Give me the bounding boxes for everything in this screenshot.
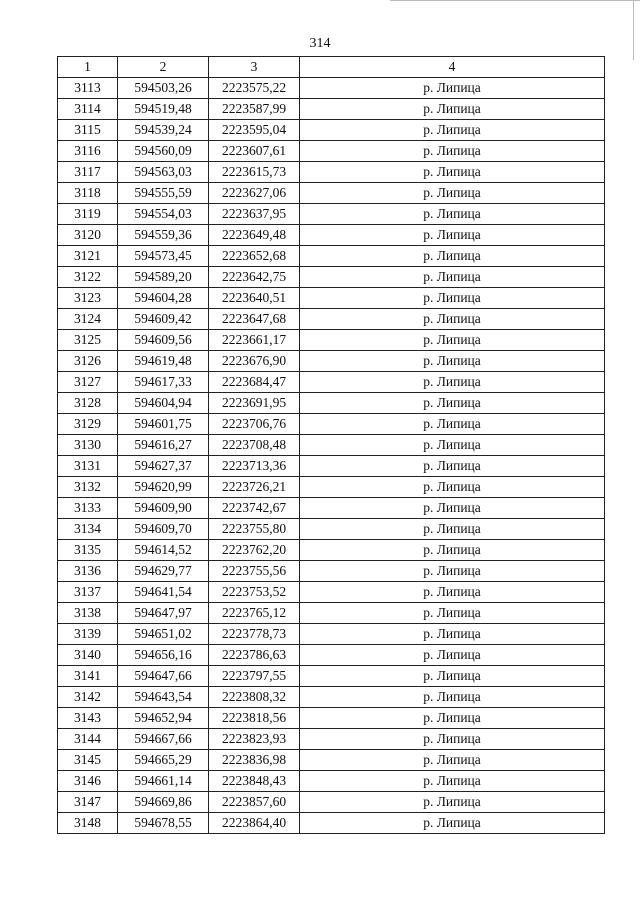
x-coordinate-cell: 594617,33: [118, 372, 209, 393]
y-coordinate-cell: 2223848,43: [209, 771, 300, 792]
point-number-cell: 3122: [58, 267, 118, 288]
description-cell: р. Липица: [300, 708, 605, 729]
y-coordinate-cell: 2223647,68: [209, 309, 300, 330]
y-coordinate-cell: 2223726,21: [209, 477, 300, 498]
table-row: [58, 813, 605, 834]
y-coordinate-cell: 2223691,95: [209, 393, 300, 414]
description-cell: р. Липица: [300, 687, 605, 708]
y-coordinate-cell: 2223818,56: [209, 708, 300, 729]
point-number-cell: 3116: [58, 141, 118, 162]
point-number-cell: 3119: [58, 204, 118, 225]
description-cell: р. Липица: [300, 204, 605, 225]
description-cell: р. Липица: [300, 498, 605, 519]
description-cell: р. Липица: [300, 246, 605, 267]
description-cell: р. Липица: [300, 540, 605, 561]
x-coordinate-cell: 594609,56: [118, 330, 209, 351]
point-number-cell: 3127: [58, 372, 118, 393]
y-coordinate-cell: 2223649,48: [209, 225, 300, 246]
point-number-cell: 3114: [58, 99, 118, 120]
y-coordinate-cell: 2223762,20: [209, 540, 300, 561]
y-coordinate-cell: 2223706,76: [209, 414, 300, 435]
description-cell: р. Липица: [300, 225, 605, 246]
x-coordinate-cell: 594503,26: [118, 78, 209, 99]
y-coordinate-cell: 2223684,47: [209, 372, 300, 393]
x-coordinate-cell: 594560,09: [118, 141, 209, 162]
description-cell: р. Липица: [300, 267, 605, 288]
description-cell: р. Липица: [300, 141, 605, 162]
x-coordinate-cell: 594619,48: [118, 351, 209, 372]
x-coordinate-cell: 594609,70: [118, 519, 209, 540]
table-row: [58, 624, 605, 645]
y-coordinate-cell: 2223652,68: [209, 246, 300, 267]
description-cell: р. Липица: [300, 792, 605, 813]
table-row: [58, 393, 605, 414]
x-coordinate-cell: 594620,99: [118, 477, 209, 498]
table-row: [58, 708, 605, 729]
x-coordinate-cell: 594573,45: [118, 246, 209, 267]
description-cell: р. Липица: [300, 99, 605, 120]
description-cell: р. Липица: [300, 771, 605, 792]
y-coordinate-cell: 2223753,52: [209, 582, 300, 603]
y-coordinate-cell: 2223755,80: [209, 519, 300, 540]
y-coordinate-cell: 2223595,04: [209, 120, 300, 141]
table-row: [58, 183, 605, 204]
description-cell: р. Липица: [300, 813, 605, 834]
table-row: [58, 78, 605, 99]
description-cell: р. Липица: [300, 582, 605, 603]
x-coordinate-cell: 594678,55: [118, 813, 209, 834]
point-number-cell: 3132: [58, 477, 118, 498]
point-number-cell: 3141: [58, 666, 118, 687]
table-row: [58, 267, 605, 288]
x-coordinate-cell: 594559,36: [118, 225, 209, 246]
description-cell: р. Липица: [300, 183, 605, 204]
description-cell: р. Липица: [300, 330, 605, 351]
column-header-1: 1: [58, 57, 118, 78]
y-coordinate-cell: 2223640,51: [209, 288, 300, 309]
point-number-cell: 3148: [58, 813, 118, 834]
point-number-cell: 3140: [58, 645, 118, 666]
description-cell: р. Липица: [300, 162, 605, 183]
point-number-cell: 3125: [58, 330, 118, 351]
y-coordinate-cell: 2223864,40: [209, 813, 300, 834]
description-cell: р. Липица: [300, 351, 605, 372]
y-coordinate-cell: 2223708,48: [209, 435, 300, 456]
table-row: [58, 666, 605, 687]
x-coordinate-cell: 594589,20: [118, 267, 209, 288]
point-number-cell: 3118: [58, 183, 118, 204]
description-cell: р. Липица: [300, 645, 605, 666]
x-coordinate-cell: 594604,28: [118, 288, 209, 309]
table-row: [58, 372, 605, 393]
point-number-cell: 3136: [58, 561, 118, 582]
y-coordinate-cell: 2223676,90: [209, 351, 300, 372]
table-body: [58, 78, 605, 834]
point-number-cell: 3121: [58, 246, 118, 267]
description-cell: р. Липица: [300, 750, 605, 771]
point-number-cell: 3147: [58, 792, 118, 813]
y-coordinate-cell: 2223713,36: [209, 456, 300, 477]
description-cell: р. Липица: [300, 78, 605, 99]
point-number-cell: 3139: [58, 624, 118, 645]
description-cell: р. Липица: [300, 666, 605, 687]
y-coordinate-cell: 2223587,99: [209, 99, 300, 120]
table-row: [58, 771, 605, 792]
table-row: [58, 246, 605, 267]
x-coordinate-cell: 594651,02: [118, 624, 209, 645]
table-row: [58, 330, 605, 351]
point-number-cell: 3137: [58, 582, 118, 603]
description-cell: р. Липица: [300, 729, 605, 750]
description-cell: р. Липица: [300, 519, 605, 540]
description-cell: р. Липица: [300, 309, 605, 330]
table-row: [58, 519, 605, 540]
y-coordinate-cell: 2223857,60: [209, 792, 300, 813]
y-coordinate-cell: 2223607,61: [209, 141, 300, 162]
point-number-cell: 3144: [58, 729, 118, 750]
column-header-4: 4: [300, 57, 605, 78]
point-number-cell: 3142: [58, 687, 118, 708]
table-row: [58, 498, 605, 519]
x-coordinate-cell: 594656,16: [118, 645, 209, 666]
y-coordinate-cell: 2223786,63: [209, 645, 300, 666]
point-number-cell: 3123: [58, 288, 118, 309]
description-cell: р. Липица: [300, 624, 605, 645]
point-number-cell: 3120: [58, 225, 118, 246]
x-coordinate-cell: 594652,94: [118, 708, 209, 729]
table-row: [58, 204, 605, 225]
table-row: [58, 141, 605, 162]
point-number-cell: 3129: [58, 414, 118, 435]
table-row: [58, 351, 605, 372]
x-coordinate-cell: 594609,90: [118, 498, 209, 519]
y-coordinate-cell: 2223823,93: [209, 729, 300, 750]
y-coordinate-cell: 2223642,75: [209, 267, 300, 288]
point-number-cell: 3143: [58, 708, 118, 729]
table-row: [58, 288, 605, 309]
x-coordinate-cell: 594563,03: [118, 162, 209, 183]
table-row: [58, 162, 605, 183]
y-coordinate-cell: 2223575,22: [209, 78, 300, 99]
x-coordinate-cell: 594627,37: [118, 456, 209, 477]
scan-edge-mark-top: [390, 0, 640, 1]
y-coordinate-cell: 2223765,12: [209, 603, 300, 624]
coordinates-table: [57, 56, 605, 834]
table-row: [58, 120, 605, 141]
x-coordinate-cell: 594629,77: [118, 561, 209, 582]
y-coordinate-cell: 2223778,73: [209, 624, 300, 645]
x-coordinate-cell: 594665,29: [118, 750, 209, 771]
page-number: 314: [309, 36, 331, 51]
column-header-3: 3: [209, 57, 300, 78]
table-row: [58, 603, 605, 624]
table-row: [58, 687, 605, 708]
point-number-cell: 3130: [58, 435, 118, 456]
table-row: [58, 309, 605, 330]
point-number-cell: 3145: [58, 750, 118, 771]
point-number-cell: 3113: [58, 78, 118, 99]
y-coordinate-cell: 2223661,17: [209, 330, 300, 351]
table-row: [58, 456, 605, 477]
x-coordinate-cell: 594643,54: [118, 687, 209, 708]
description-cell: р. Липица: [300, 477, 605, 498]
y-coordinate-cell: 2223637,95: [209, 204, 300, 225]
point-number-cell: 3131: [58, 456, 118, 477]
x-coordinate-cell: 594661,14: [118, 771, 209, 792]
x-coordinate-cell: 594519,48: [118, 99, 209, 120]
description-cell: р. Липица: [300, 372, 605, 393]
description-cell: р. Липица: [300, 435, 605, 456]
y-coordinate-cell: 2223836,98: [209, 750, 300, 771]
table-row: [58, 750, 605, 771]
x-coordinate-cell: 594539,24: [118, 120, 209, 141]
y-coordinate-cell: 2223797,55: [209, 666, 300, 687]
description-cell: р. Липица: [300, 393, 605, 414]
point-number-cell: 3138: [58, 603, 118, 624]
y-coordinate-cell: 2223615,73: [209, 162, 300, 183]
table-row: [58, 561, 605, 582]
table-row: [58, 99, 605, 120]
x-coordinate-cell: 594647,97: [118, 603, 209, 624]
x-coordinate-cell: 594641,54: [118, 582, 209, 603]
description-cell: р. Липица: [300, 120, 605, 141]
table-row: [58, 645, 605, 666]
point-number-cell: 3117: [58, 162, 118, 183]
point-number-cell: 3128: [58, 393, 118, 414]
description-cell: р. Липица: [300, 456, 605, 477]
table-row: [58, 414, 605, 435]
x-coordinate-cell: 594609,42: [118, 309, 209, 330]
table-row: [58, 435, 605, 456]
point-number-cell: 3146: [58, 771, 118, 792]
table-row: [58, 792, 605, 813]
x-coordinate-cell: 594601,75: [118, 414, 209, 435]
x-coordinate-cell: 594647,66: [118, 666, 209, 687]
description-cell: р. Липица: [300, 414, 605, 435]
y-coordinate-cell: 2223808,32: [209, 687, 300, 708]
description-cell: р. Липица: [300, 561, 605, 582]
point-number-cell: 3134: [58, 519, 118, 540]
description-cell: р. Липица: [300, 288, 605, 309]
y-coordinate-cell: 2223627,06: [209, 183, 300, 204]
point-number-cell: 3124: [58, 309, 118, 330]
x-coordinate-cell: 594614,52: [118, 540, 209, 561]
x-coordinate-cell: 594616,27: [118, 435, 209, 456]
x-coordinate-cell: 594554,03: [118, 204, 209, 225]
table-row: [58, 477, 605, 498]
point-number-cell: 3135: [58, 540, 118, 561]
point-number-cell: 3126: [58, 351, 118, 372]
description-cell: р. Липица: [300, 603, 605, 624]
table-row: [58, 540, 605, 561]
x-coordinate-cell: 594667,66: [118, 729, 209, 750]
table-row: [58, 582, 605, 603]
y-coordinate-cell: 2223755,56: [209, 561, 300, 582]
point-number-cell: 3133: [58, 498, 118, 519]
table-header-row: [58, 57, 605, 78]
y-coordinate-cell: 2223742,67: [209, 498, 300, 519]
table-row: [58, 729, 605, 750]
point-number-cell: 3115: [58, 120, 118, 141]
column-header-2: 2: [118, 57, 209, 78]
x-coordinate-cell: 594669,86: [118, 792, 209, 813]
table-row: [58, 225, 605, 246]
x-coordinate-cell: 594555,59: [118, 183, 209, 204]
x-coordinate-cell: 594604,94: [118, 393, 209, 414]
